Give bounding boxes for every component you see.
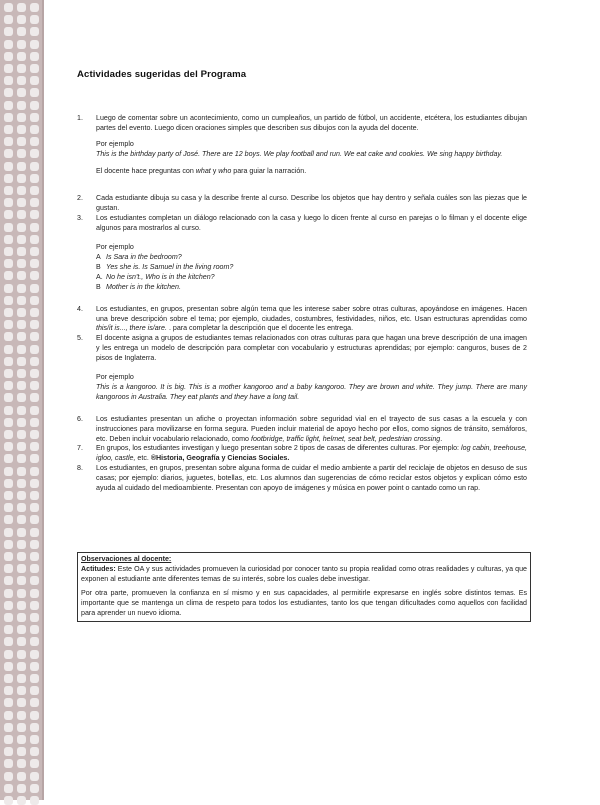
binding-hole: [17, 320, 26, 329]
binding-hole: [30, 210, 39, 219]
binding-hole: [17, 540, 26, 549]
binding-hole: [30, 406, 39, 415]
binding-hole: [30, 796, 39, 805]
binding-hole: [30, 479, 39, 488]
dialog-line: A. No he isn't., Who is in the kitchen?: [96, 272, 215, 281]
binding-hole: [30, 271, 39, 280]
binding-hole: [4, 345, 13, 354]
binding-hole: [30, 174, 39, 183]
binding-hole: [17, 15, 26, 24]
binding-hole: [30, 332, 39, 341]
binding-hole: [30, 454, 39, 463]
binding-hole: [17, 479, 26, 488]
activity-item-8: [77, 464, 527, 494]
binding-hole: [17, 125, 26, 134]
binding-hole: [17, 210, 26, 219]
activity-item-6: [77, 415, 527, 445]
item-number: 5.: [77, 334, 83, 343]
binding-hole: [30, 601, 39, 610]
document-page: [77, 70, 527, 494]
item-text: Los estudiantes, en grupos, presentan sobre algún tema que les interese saber sobre otras culturas, apoyándose en imágenes. Hacen una breve descripción sobre el tema; por ejemplo, ciudades, costumbres, festividades, niños, etc. Usan estructuras aprendidas como this/it is..., there is/are. . para completar la descripción que el docente les entrega.: [96, 304, 527, 333]
binding-hole: [30, 711, 39, 720]
example-text: This is the birthday party of José. There are 12 boys. We play football and run. We eat cake and cookies. We sing happy birthday.: [96, 149, 503, 158]
binding-hole: [17, 88, 26, 97]
binding-hole: [17, 564, 26, 573]
binding-hole: [4, 686, 13, 695]
binding-hole: [30, 515, 39, 524]
binding-hole: [17, 589, 26, 598]
binding-hole: [30, 430, 39, 439]
binding-hole: [30, 320, 39, 329]
binding-hole: [30, 40, 39, 49]
binding-hole: [17, 345, 26, 354]
binding-hole: [30, 149, 39, 158]
binding-hole: [4, 198, 13, 207]
binding-hole: [30, 613, 39, 622]
binding-hole: [30, 308, 39, 317]
binding-hole: [30, 296, 39, 305]
item-text: Luego de comentar sobre un acontecimiento, como un cumpleaños, un partido de fútbol, un accidente, etcétera, los estudiantes dibujan partes del evento. Luego dicen oraciones simples que describen sus dibujos con la ayuda del docente.: [96, 113, 527, 132]
binding-hole: [30, 747, 39, 756]
binding-hole: [17, 271, 26, 280]
binding-hole: [4, 528, 13, 537]
binding-hole: [30, 759, 39, 768]
binding-hole: [4, 88, 13, 97]
binding-edge: [42, 0, 44, 800]
binding-hole: [17, 40, 26, 49]
binding-hole: [30, 698, 39, 707]
binding-hole: [4, 735, 13, 744]
binding-hole: [30, 393, 39, 402]
binding-hole: [4, 418, 13, 427]
observations-title: Observaciones al docente:: [81, 555, 172, 563]
binding-hole: [4, 589, 13, 598]
binding-hole: [17, 430, 26, 439]
binding-hole: [4, 674, 13, 683]
binding-hole: [17, 601, 26, 610]
binding-hole: [30, 564, 39, 573]
binding-hole: [17, 747, 26, 756]
binding-hole: [4, 711, 13, 720]
binding-hole: [4, 357, 13, 366]
binding-hole: [4, 552, 13, 561]
binding-hole: [17, 796, 26, 805]
binding-hole: [30, 491, 39, 500]
item-text: El docente asigna a grupos de estudiantes temas relacionados con otras culturas para que hagan una breve descripción de una imagen y les entrega un modelo de descripción para completar con vocabulario y estructuras aprendidas; por ejemplo: canguros, buses de 2 pisos de Inglaterra.: [96, 334, 527, 363]
binding-hole: [30, 186, 39, 195]
binding-hole: [17, 101, 26, 110]
binding-hole: [30, 223, 39, 232]
binding-hole: [17, 137, 26, 146]
binding-hole: [30, 357, 39, 366]
dialog-line: B Yes she is. Is Samuel in the living room?: [96, 262, 234, 271]
binding-hole: [4, 259, 13, 268]
binding-hole: [17, 308, 26, 317]
binding-hole: [4, 381, 13, 390]
binding-hole: [30, 528, 39, 537]
spiral-binding-margin: [0, 0, 44, 800]
binding-hole: [17, 686, 26, 695]
binding-hole: [30, 113, 39, 122]
binding-hole: [4, 406, 13, 415]
binding-hole: [4, 430, 13, 439]
binding-hole: [30, 235, 39, 244]
binding-hole: [17, 711, 26, 720]
binding-hole: [4, 186, 13, 195]
binding-hole: [4, 332, 13, 341]
activity-item-5: [77, 334, 527, 402]
binding-hole: [30, 674, 39, 683]
binding-hole: [17, 406, 26, 415]
binding-hole: [30, 503, 39, 512]
activity-item-2: [77, 194, 527, 214]
binding-hole: [4, 223, 13, 232]
item-text: Los estudiantes, en grupos, presentan sobre alguna forma de cuidar el medio ambiente a partir del reciclaje de objetos en desuso de sus casas; por ejemplo: diarios, juguetes, botellas, etc. Los alumnos dan sugerencias de cómo reciclar estos objetos y explican cómo esto ayuda al cuidado del medioambiente. Presentan con apoyo de imágenes y música en power point o cantado como un rap.: [96, 464, 527, 493]
binding-hole: [17, 442, 26, 451]
binding-hole: [4, 393, 13, 402]
binding-hole: [30, 198, 39, 207]
activity-list: [77, 114, 527, 494]
binding-hole: [17, 27, 26, 36]
binding-hole: [17, 528, 26, 537]
page-title: Actividades sugeridas del Programa: [77, 69, 247, 80]
binding-hole: [4, 284, 13, 293]
binding-hole: [4, 784, 13, 793]
binding-hole: [4, 723, 13, 732]
binding-hole: [30, 735, 39, 744]
binding-hole: [30, 625, 39, 634]
dialog-line: A Is Sara in the bedroom?: [96, 252, 182, 261]
binding-hole: [30, 125, 39, 134]
dialog-example: [96, 253, 527, 293]
binding-hole: [4, 662, 13, 671]
binding-hole: [17, 113, 26, 122]
binding-hole: [30, 418, 39, 427]
binding-hole: [4, 15, 13, 24]
binding-hole: [4, 271, 13, 280]
binding-hole: [17, 52, 26, 61]
binding-hole: [17, 454, 26, 463]
binding-hole: [4, 796, 13, 805]
binding-hole: [17, 491, 26, 500]
binding-hole: [17, 637, 26, 646]
binding-hole: [17, 784, 26, 793]
binding-hole: [17, 186, 26, 195]
binding-hole: [4, 637, 13, 646]
binding-hole: [30, 101, 39, 110]
binding-hole: [17, 393, 26, 402]
binding-hole: [17, 198, 26, 207]
binding-hole: [4, 149, 13, 158]
binding-hole: [17, 552, 26, 561]
binding-hole: [4, 601, 13, 610]
item-number: 7.: [77, 444, 83, 453]
binding-hole: [17, 662, 26, 671]
binding-hole: [4, 296, 13, 305]
item-text: Los estudiantes completan un diálogo relacionado con la casa y luego lo dicen frente al curso en parejas o lo filman y el docente elige algunos para mostrarlos al curso.: [96, 214, 527, 233]
binding-hole: [30, 662, 39, 671]
binding-hole: [30, 552, 39, 561]
binding-hole: [4, 369, 13, 378]
teacher-observations-box: [77, 552, 531, 622]
binding-hole: [4, 772, 13, 781]
binding-hole: [30, 88, 39, 97]
item-number: 3.: [77, 214, 83, 223]
binding-hole: [30, 52, 39, 61]
binding-hole: [17, 332, 26, 341]
binding-hole: [30, 467, 39, 476]
binding-hole: [30, 15, 39, 24]
item-text: Los estudiantes presentan un afiche o proyectan información sobre seguridad vial en el trayecto de sus casas a la escuela y con instrucciones para movilizarse en forma segura. Pueden incluir material de apoyo hecho por ellos, como signos de tránsito, semáforos, etc. Deben incluir vocabulario relacionado, como footbridge, traffic light, helmet, seat belt, pedestrian crossing.: [96, 414, 527, 443]
binding-hole: [4, 162, 13, 171]
binding-hole: [17, 149, 26, 158]
binding-hole: [30, 3, 39, 12]
binding-hole: [17, 613, 26, 622]
binding-hole: [4, 625, 13, 634]
example-label: Por ejemplo: [96, 243, 134, 252]
binding-hole: [4, 174, 13, 183]
binding-hole: [30, 637, 39, 646]
binding-hole: [17, 223, 26, 232]
binding-hole: [17, 76, 26, 85]
item-text: Cada estudiante dibuja su casa y la describe frente al curso. Describe los objetos que hay dentro y señala cuáles son las piezas que le gustan.: [96, 194, 527, 213]
binding-hole: [30, 76, 39, 85]
binding-hole: [17, 515, 26, 524]
binding-hole: [4, 442, 13, 451]
binding-hole: [30, 381, 39, 390]
activity-item-1: [77, 114, 527, 177]
binding-hole: [4, 479, 13, 488]
binding-hole: [4, 564, 13, 573]
binding-hole: [4, 515, 13, 524]
binding-hole: [4, 235, 13, 244]
item-number: 4.: [77, 304, 83, 313]
item-number: 2.: [77, 194, 83, 203]
binding-hole: [17, 162, 26, 171]
binding-hole: [17, 357, 26, 366]
binding-hole: [30, 784, 39, 793]
binding-hole: [30, 259, 39, 268]
binding-hole: [17, 418, 26, 427]
binding-hole: [30, 369, 39, 378]
binding-hole: [17, 772, 26, 781]
binding-hole: [30, 723, 39, 732]
binding-hole: [30, 137, 39, 146]
example-label: Por ejemplo: [96, 139, 134, 148]
binding-hole: [30, 27, 39, 36]
binding-hole: [17, 625, 26, 634]
binding-hole: [17, 467, 26, 476]
example-label: Por ejemplo: [96, 373, 134, 382]
dialog-line: B Mother is in the kitchen.: [96, 282, 181, 291]
binding-hole: [17, 735, 26, 744]
binding-hole: [4, 137, 13, 146]
binding-hole: [17, 64, 26, 73]
binding-hole: [17, 503, 26, 512]
binding-hole: [4, 467, 13, 476]
binding-hole: [17, 723, 26, 732]
binding-hole: [4, 64, 13, 73]
example-text: This is a kangoroo. It is big. This is a mother kangoroo and a baby kangoroo. They are brown and white. They jump. There are many kangoroos in Australia. They eat plants and they have a long tail.: [96, 382, 527, 401]
item-text: En grupos, los estudiantes investigan y luego presentan sobre 2 tipos de casas de diferentes culturas. Por ejemplo: log cabin, treehouse, igloo, castle, etc. ®Historia, Geografía y Ciencias Sociales.: [96, 444, 527, 463]
activity-item-3: [77, 214, 527, 292]
binding-hole: [30, 686, 39, 695]
binding-hole: [30, 284, 39, 293]
binding-hole: [4, 650, 13, 659]
binding-hole: [4, 247, 13, 256]
binding-hole: [17, 674, 26, 683]
binding-hole: [30, 247, 39, 256]
binding-hole: [4, 698, 13, 707]
binding-hole: [4, 613, 13, 622]
teacher-note: El docente hace preguntas con what y who para guiar la narración.: [96, 166, 307, 175]
binding-hole: [4, 747, 13, 756]
binding-hole: [30, 589, 39, 598]
binding-hole: [4, 576, 13, 585]
binding-hole: [4, 759, 13, 768]
binding-hole: [4, 40, 13, 49]
binding-hole: [17, 759, 26, 768]
binding-hole: [4, 320, 13, 329]
binding-hole: [4, 540, 13, 549]
binding-hole: [4, 125, 13, 134]
binding-hole: [4, 3, 13, 12]
binding-hole: [30, 576, 39, 585]
binding-hole: [4, 454, 13, 463]
binding-hole: [30, 772, 39, 781]
binding-hole: [17, 3, 26, 12]
binding-hole: [17, 247, 26, 256]
binding-hole: [4, 491, 13, 500]
item-number: 1.: [77, 113, 83, 122]
binding-hole: [30, 540, 39, 549]
binding-hole: [4, 101, 13, 110]
binding-hole: [4, 27, 13, 36]
binding-hole: [17, 235, 26, 244]
observations-attitudes: Actitudes: Este OA y sus actividades promueven la curiosidad por conocer tanto su propia realidad como otras realidades y culturas, ya que exponen al estudiante ante diferentes temas de su interés, sobre los cuales debe investigar.: [81, 564, 527, 583]
binding-hole: [4, 113, 13, 122]
item-number: 8.: [77, 464, 83, 473]
binding-hole: [4, 52, 13, 61]
binding-hole: [30, 64, 39, 73]
activity-item-4: [77, 305, 527, 335]
item-number: 6.: [77, 414, 83, 423]
binding-hole: [17, 296, 26, 305]
binding-hole: [4, 503, 13, 512]
binding-hole: [17, 284, 26, 293]
binding-hole: [17, 381, 26, 390]
binding-hole: [4, 308, 13, 317]
binding-hole: [30, 650, 39, 659]
binding-hole: [4, 210, 13, 219]
binding-hole: [30, 345, 39, 354]
binding-hole: [30, 442, 39, 451]
binding-hole: [17, 650, 26, 659]
binding-hole: [4, 76, 13, 85]
observations-paragraph: Por otra parte, promueven la confianza en sí mismo y en sus capacidades, al permitirle expresarse en inglés sobre distintos temas. Es importante que se mantenga un clima de respeto para todos los estudiantes, tanto los que tengan dificultades como aquellos con facilidad para aprender un nuevo idioma.: [81, 588, 527, 617]
binding-hole: [17, 369, 26, 378]
binding-hole: [30, 162, 39, 171]
binding-hole: [17, 576, 26, 585]
binding-hole: [17, 259, 26, 268]
binding-hole: [17, 698, 26, 707]
activity-item-7: [77, 444, 527, 464]
binding-hole: [17, 174, 26, 183]
